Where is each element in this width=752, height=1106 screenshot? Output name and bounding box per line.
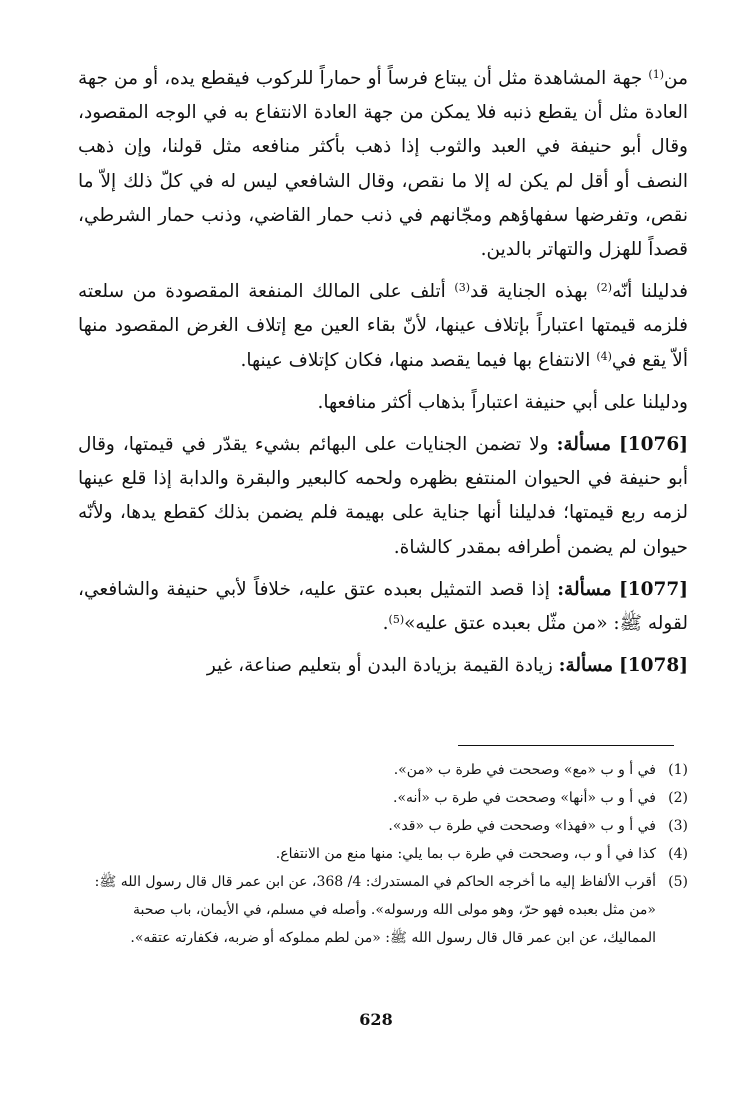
p2-c: أتلف على المالك المنفعة المقصودة من سلعته فلزمه قيمتها اعتباراً بإتلاف عينها، لأنّ بقاء العين مع إتلاف الغرض المقصود منها ألاّ يقع في [78,281,688,371]
issue-1076 [78,428,688,565]
footnote-ref-1: (1) [648,67,664,81]
p1-text: جهة المشاهدة مثل أن يبتاع فرساً أو حماراً للركوب فيقطع يده، أو من جهة العادة مثل أن يقطع ذنبه فلا يمكن من جهة العادة الانتفاع به في الوجه المقصود، وقال أبو حنيفة في العبد والثوب إذا ذهب بأكثر منافعه مثل قولنا، وإن ذهب النصف أو أقل لم يكن له إلا ما نقص، وقال الشافعي ليس له في كلّ ذلك إلاّ ما نقص، وتفرضها سفهاؤهم ومجّانهم في ذنب حمار القاضي، وذنب حمار الشرطي، قصداً للهزل والتهاتر بالدين. [78,68,688,261]
footnote-text: كذا في أ و ب، وصححت في طرة ب بما يلي: منها منع من الانتفاع. [275,846,656,862]
page-number: 628 [359,1010,393,1029]
footnote-3 [78,812,688,840]
footnote-4 [78,840,688,868]
p2-a: فدليلنا أنّه [612,281,688,303]
paragraph-3: ودليلنا على أبي حنيفة اعتباراً بذهاب أكثر منافعها. [317,391,688,413]
footnote-5 [78,868,688,952]
issue-text: زيادة القيمة بزيادة البدن أو بتعليم صناعة، غير [206,655,559,677]
footnote-mark: (1) [668,762,688,778]
p2-b: بهذه الجناية قد [470,281,597,303]
issue-text: ولا تضمن الجنايات على البهائم بشيء يقدّر في قيمتها، وقال أبو حنيفة في الحيوان المنتفع بظهره ولحمه كالبعير والبقرة والدابة إذا قلع عينها لزمه ربع قيمتها؛ فدليلنا أنها جناية على بهيمة فلم يضمن بذلك كقطع يدها، ولأنّه حيوان لم يضمن أطرافه بمقدر كالشاة. [78,434,688,558]
paragraph-1 [78,62,688,267]
footnote-2 [78,784,688,812]
p1-lead: من [664,68,688,89]
footnotes [78,756,688,952]
footnote-ref-3: (3) [454,281,470,295]
issue-heading: مسألة: [557,578,612,600]
footnote-mark: (5) [668,874,688,890]
footnote-1 [78,756,688,784]
issue-number: [1076] [618,434,688,456]
issue-heading: مسألة: [558,655,614,677]
footnote-text: في أ و ب «مع» وصححت في طرة ب «من». [393,762,656,778]
footnote-mark: (4) [668,846,688,862]
footnote-text: أقرب الألفاظ إليه ما أخرجه الحاكم في المستدرك: 4/ 368، عن ابن عمر قال قال رسول الله ﷺ: «من مثل بعبده فهو حرّ، وهو مولى الله ورسوله». وأصله في مسلم، في الأيمان، باب صحبة المماليك، عن ابن عمر قال قال رسول الله ﷺ: «من لطم مملوكه أو ضربه، فكفارته عتقه». [94,874,656,946]
footnote-ref-5: (5) [388,613,405,626]
footnote-ref-2: (2) [596,281,613,295]
footnote-mark: (3) [668,818,688,834]
issue-1078 [78,649,688,683]
issue-heading: مسألة: [556,434,611,456]
paragraph-2 [78,275,688,378]
footnote-text: في أ و ب «أنها» وصححت في طرة ب «أنه». [393,790,656,806]
main-text [78,62,688,683]
footnote-mark: (2) [668,790,688,806]
issue-number: [1078] [618,655,688,677]
issue-text: إذا قصد التمثيل بعبده عتق عليه، خلافاً لأبي حنيفة والشافعي، لقوله ﷺ: «من مثّل بعبده عتق عليه» [78,578,688,635]
p2-d: الانتفاع بها فيما يقصد منها، فكان كإتلاف عينها. [240,349,597,371]
footnote-ref-4: (4) [596,349,612,363]
issue-end: . [382,613,389,635]
footnote-divider [458,745,674,746]
footnote-text: في أ و ب «فهذا» وصححت في طرة ب «قد». [388,818,656,834]
issue-number: [1077] [618,578,689,600]
issue-1077 [78,573,688,641]
